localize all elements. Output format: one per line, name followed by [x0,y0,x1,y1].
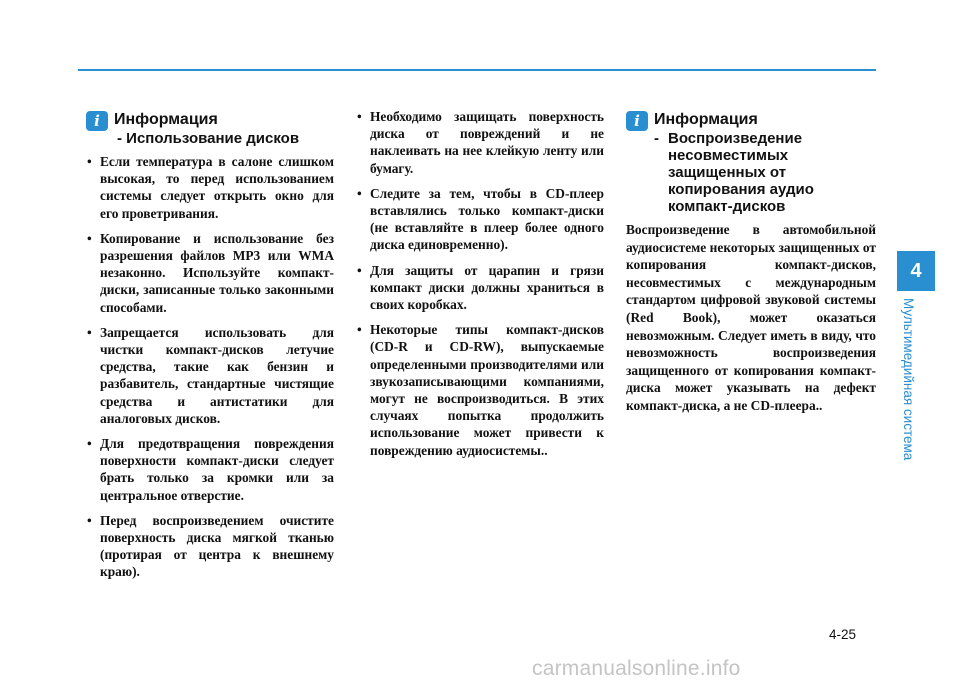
bullet-item: • Запрещается использовать для чистки компакт-дисков летучие средства, такие как бензин и разбавитель, стандартные чистящие средства и антистатики для аналоговых дисков. [86,324,334,427]
column-3 [626,108,876,415]
bullet-item: • Для защиты от царапин и грязи компакт диски должны храниться в своих коробках. [356,262,604,314]
info-subtitle: - Использование дисков [117,130,300,147]
info-subtitle [654,130,876,215]
info-title-group [114,108,299,147]
info-title-group [654,108,876,215]
info-header [86,108,334,147]
bullet-list [86,153,334,581]
column-1 [86,108,334,589]
info-title: Информация [654,111,758,128]
subtitle-text: Воспроизведение несовместимых защищенных от копирования аудио компакт-дисков [668,130,814,215]
top-rule [78,69,876,71]
bullet-item: • Копирование и использование без разрешения файлов MP3 или WMA незаконно. Используйте компакт-диски, записанные только законными способами. [86,230,334,316]
bullet-list [356,108,604,459]
bullet-item: • Для предотвращения повреждения поверхности компакт-диски следует брать только за кромки или за центральное отверстие. [86,435,334,504]
watermark: carmanualsonline.info [532,657,741,680]
chapter-label: Мультимедийная система [901,298,916,461]
column-2 [356,108,604,467]
chapter-tab: 4 [897,251,935,291]
bullet-item: • Следите за тем, чтобы в CD-плеер вставлялись только компакт-диски (не вставляйте в плеер более одного диска единовременно). [356,185,604,254]
info-header [626,108,876,215]
bullet-item: • Если температура в салоне слишком высокая, то перед использованием системы следует открыть окно для его проветривания. [86,153,334,222]
info-icon: i [626,111,648,131]
bullet-item: • Перед воспроизведением очистите поверхность диска мягкой тканью (протирая от центра к внешнему краю). [86,512,334,581]
page-number: 4-25 [829,627,857,642]
info-icon: i [86,111,108,131]
subtitle-dash: - [654,130,659,147]
bullet-item: • Необходимо защищать поверхность диска от повреждений и не наклеивать на нее клейкую ленту или бумагу. [356,108,604,177]
info-paragraph: Воспроизведение в автомобильной аудиосистеме некоторых защищенных от копирования компакт-дисков, несовместимых с международным стандартом цифровой звуковой системы (Red Book), может оказаться невозможным. Следует иметь в виду, что невозможность воспроизведения защищенного от копирования компакт-диска может указывать на дефект компакт-диска, а не CD-плеера.. [626,222,876,413]
info-title: Информация [114,111,218,128]
bullet-item: • Некоторые типы компакт-дисков (CD-R и CD-RW), выпускаемые определенными производителями или звукозаписывающими компаниями, могут не воспроизводиться. В этих случаях попытка продолжить использование может привести к повреждению аудиосистемы.. [356,321,604,459]
